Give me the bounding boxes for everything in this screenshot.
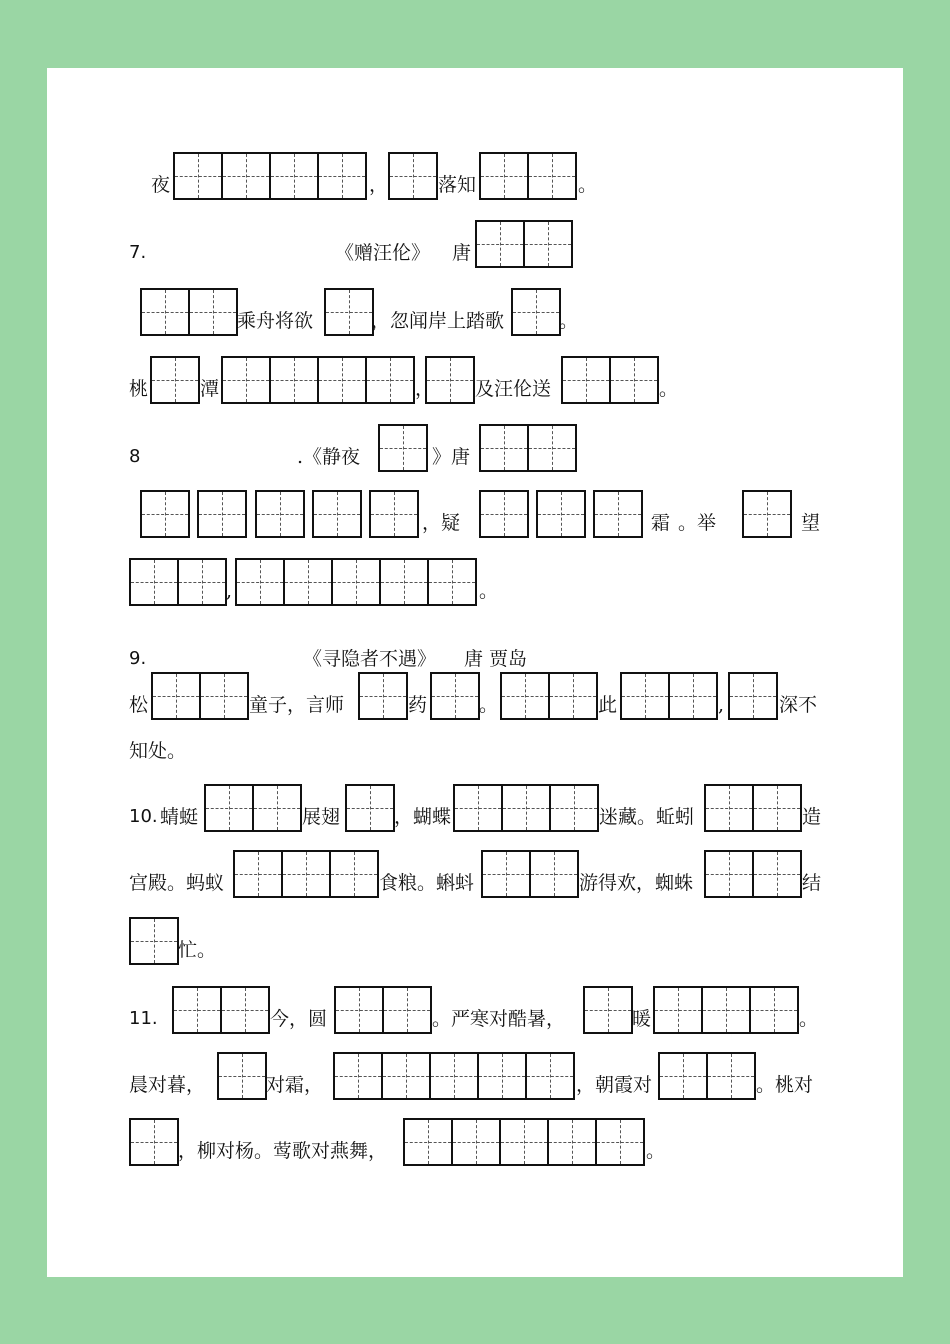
- writing-cell[interactable]: [479, 152, 529, 200]
- writing-cell[interactable]: [704, 784, 754, 832]
- answer-grid[interactable]: [704, 784, 802, 830]
- writing-cell[interactable]: [547, 1118, 597, 1166]
- text: ，朝霞对: [576, 1074, 653, 1096]
- answer-grid[interactable]: [475, 220, 573, 266]
- answer-grid[interactable]: [129, 1118, 179, 1164]
- text: ，疑: [422, 512, 461, 534]
- answer-grid[interactable]: [500, 672, 598, 718]
- writing-cell[interactable]: [317, 356, 367, 404]
- answer-grid[interactable]: [217, 1052, 267, 1098]
- writing-cell[interactable]: [221, 152, 271, 200]
- text: ，: [415, 378, 435, 400]
- text: 药: [408, 694, 428, 716]
- text: 迷藏。蚯蚓: [599, 806, 695, 828]
- answer-grid[interactable]: [479, 152, 577, 198]
- writing-cell[interactable]: [429, 1052, 479, 1100]
- writing-cell[interactable]: [500, 672, 550, 720]
- writing-cell[interactable]: [620, 672, 670, 720]
- writing-cell[interactable]: [220, 986, 270, 1034]
- writing-cell[interactable]: [609, 356, 659, 404]
- writing-cell[interactable]: [475, 220, 525, 268]
- text: 展翅: [302, 806, 341, 828]
- writing-cell[interactable]: [221, 356, 271, 404]
- writing-cell[interactable]: [706, 1052, 756, 1100]
- writing-cell[interactable]: [704, 850, 754, 898]
- answer-grid[interactable]: [197, 490, 247, 536]
- text: ，忽闻岸上踏歌: [371, 310, 505, 332]
- writing-cell[interactable]: [369, 490, 419, 538]
- text: 对霜，: [266, 1074, 324, 1096]
- answer-grid[interactable]: [479, 424, 577, 470]
- answer-grid[interactable]: [728, 672, 778, 718]
- text: ，蝴蝶: [394, 806, 452, 828]
- writing-cell[interactable]: [379, 558, 429, 606]
- writing-cell[interactable]: [151, 672, 201, 720]
- writing-cell[interactable]: [527, 424, 577, 472]
- text: 。举: [678, 512, 717, 534]
- answer-grid[interactable]: [425, 356, 475, 402]
- writing-cell[interactable]: [129, 558, 179, 606]
- text: 今，圆: [270, 1008, 328, 1030]
- answer-grid[interactable]: [430, 672, 480, 718]
- text: 及汪伦送: [475, 378, 552, 400]
- question-number: 10.: [129, 806, 158, 827]
- writing-cell[interactable]: [479, 424, 529, 472]
- writing-cell[interactable]: [388, 152, 438, 200]
- answer-grid[interactable]: [388, 152, 438, 198]
- writing-cell[interactable]: [329, 850, 379, 898]
- writing-cell[interactable]: [317, 152, 367, 200]
- text: 桃: [129, 378, 149, 400]
- question-header: [47, 622, 903, 672]
- answer-grid[interactable]: [620, 672, 718, 718]
- text: 暖: [632, 1008, 652, 1030]
- text: 霜: [651, 512, 671, 534]
- answer-grid[interactable]: [333, 1052, 575, 1098]
- answer-grid[interactable]: [653, 986, 799, 1032]
- writing-cell[interactable]: [453, 784, 503, 832]
- answer-grid[interactable]: [312, 490, 362, 536]
- writing-cell[interactable]: [204, 784, 254, 832]
- text: 夜: [151, 174, 171, 196]
- writing-cell[interactable]: [312, 490, 362, 538]
- writing-cell[interactable]: [358, 672, 408, 720]
- answer-grid[interactable]: [378, 424, 428, 470]
- writing-cell[interactable]: [525, 1052, 575, 1100]
- poem-line: [47, 668, 903, 718]
- text: 。严寒对酷暑，: [432, 1008, 566, 1030]
- writing-cell[interactable]: [430, 672, 480, 720]
- writing-cell[interactable]: [269, 152, 319, 200]
- writing-cell[interactable]: [561, 356, 611, 404]
- writing-cell[interactable]: [334, 986, 384, 1034]
- poem-line: [47, 982, 903, 1032]
- writing-cell[interactable]: [333, 1052, 383, 1100]
- answer-grid[interactable]: [173, 152, 367, 198]
- text: 忙。: [178, 939, 217, 961]
- answer-grid[interactable]: [481, 850, 579, 896]
- writing-cell[interactable]: [499, 1118, 549, 1166]
- writing-cell[interactable]: [129, 917, 179, 965]
- answer-grid[interactable]: [324, 288, 374, 334]
- poem-line: [47, 554, 903, 604]
- writing-cell[interactable]: [197, 490, 247, 538]
- writing-cell[interactable]: [479, 490, 529, 538]
- writing-cell[interactable]: [403, 1118, 453, 1166]
- writing-cell[interactable]: [324, 288, 374, 336]
- answer-grid[interactable]: [129, 917, 179, 963]
- writing-cell[interactable]: [172, 986, 222, 1034]
- writing-cell[interactable]: [345, 784, 395, 832]
- text: 。: [659, 378, 679, 400]
- poem-title: 》唐: [432, 446, 471, 468]
- question-number: 8: [129, 446, 141, 467]
- answer-grid[interactable]: [235, 558, 477, 604]
- writing-cell[interactable]: [511, 288, 561, 336]
- poem-line: [47, 148, 903, 198]
- writing-cell[interactable]: [749, 986, 799, 1034]
- text: 深不: [779, 694, 818, 716]
- poem-line: [47, 486, 903, 536]
- text: 落知: [438, 174, 477, 196]
- writing-cell[interactable]: [269, 356, 319, 404]
- poem-line: [47, 780, 903, 830]
- question-number: 11.: [129, 1008, 158, 1029]
- text: 晨对暮，: [129, 1074, 206, 1096]
- writing-cell[interactable]: [653, 986, 703, 1034]
- writing-cell[interactable]: [378, 424, 428, 472]
- writing-cell[interactable]: [252, 784, 302, 832]
- answer-grid[interactable]: [345, 784, 395, 830]
- worksheet-page: [47, 68, 903, 1277]
- writing-cell[interactable]: [233, 850, 283, 898]
- writing-cell[interactable]: [549, 784, 599, 832]
- writing-cell[interactable]: [752, 784, 802, 832]
- writing-cell[interactable]: [481, 850, 531, 898]
- writing-cell[interactable]: [477, 1052, 527, 1100]
- answer-grid[interactable]: [369, 490, 419, 536]
- text: 松: [129, 694, 149, 716]
- text: 食粮。蝌蚪: [379, 872, 475, 894]
- answer-grid[interactable]: [129, 558, 227, 604]
- question-header: [47, 420, 903, 470]
- poem-line: [47, 1048, 903, 1098]
- answer-grid[interactable]: [583, 986, 633, 1032]
- writing-cell[interactable]: [217, 1052, 267, 1100]
- writing-cell[interactable]: [365, 356, 415, 404]
- text: 此: [598, 694, 618, 716]
- answer-grid[interactable]: [204, 784, 302, 830]
- writing-cell[interactable]: [728, 672, 778, 720]
- writing-cell[interactable]: [382, 986, 432, 1034]
- writing-cell[interactable]: [501, 784, 551, 832]
- answer-grid[interactable]: [704, 850, 802, 896]
- poem-line: [47, 352, 903, 402]
- answer-grid[interactable]: [140, 490, 190, 536]
- text: 。: [578, 174, 598, 196]
- writing-cell[interactable]: [742, 490, 792, 538]
- question-number: 9.: [129, 648, 147, 669]
- poem-line: [47, 284, 903, 334]
- text: 。桃对: [756, 1074, 814, 1096]
- answer-grid[interactable]: [453, 784, 599, 830]
- text: ，: [369, 174, 389, 196]
- answer-grid[interactable]: [140, 288, 238, 334]
- writing-cell[interactable]: [150, 356, 200, 404]
- answer-grid[interactable]: [334, 986, 432, 1032]
- poem-title: 《寻隐者不遇》: [303, 648, 437, 670]
- writing-cell[interactable]: [283, 558, 333, 606]
- text: 知处。: [129, 740, 187, 762]
- answer-grid[interactable]: [255, 490, 305, 536]
- writing-cell[interactable]: [668, 672, 718, 720]
- poem-title: 《赠汪伦》: [335, 242, 431, 264]
- answer-grid[interactable]: [221, 356, 415, 402]
- writing-cell[interactable]: [425, 356, 475, 404]
- text: 造: [802, 806, 822, 828]
- answer-grid[interactable]: [511, 288, 561, 334]
- answer-grid[interactable]: [151, 672, 249, 718]
- writing-cell[interactable]: [427, 558, 477, 606]
- writing-cell[interactable]: [199, 672, 249, 720]
- text: 童子，言师: [249, 694, 345, 716]
- writing-cell[interactable]: [593, 490, 643, 538]
- writing-cell[interactable]: [281, 850, 331, 898]
- poem-author: 唐: [452, 242, 472, 264]
- poem-line: [47, 1114, 903, 1164]
- text: ，柳对杨。莺歌对燕舞，: [178, 1140, 388, 1162]
- poem-line: [47, 714, 903, 764]
- answer-grid[interactable]: [172, 986, 270, 1032]
- text: ,: [226, 580, 233, 602]
- writing-cell[interactable]: [235, 558, 285, 606]
- writing-cell[interactable]: [658, 1052, 708, 1100]
- answer-grid[interactable]: [358, 672, 408, 718]
- writing-cell[interactable]: [523, 220, 573, 268]
- question-header: [47, 216, 903, 266]
- writing-cell[interactable]: [595, 1118, 645, 1166]
- writing-cell[interactable]: [701, 986, 751, 1034]
- text: 游得欢，蜘蛛: [579, 872, 694, 894]
- writing-cell[interactable]: [255, 490, 305, 538]
- text: 。: [646, 1140, 666, 1162]
- text: 。: [799, 1008, 819, 1030]
- writing-cell[interactable]: [527, 152, 577, 200]
- writing-cell[interactable]: [381, 1052, 431, 1100]
- writing-cell[interactable]: [177, 558, 227, 606]
- answer-grid[interactable]: [742, 490, 792, 536]
- writing-cell[interactable]: [188, 288, 238, 336]
- writing-cell[interactable]: [536, 490, 586, 538]
- text: 结: [802, 872, 822, 894]
- text: 。: [479, 694, 499, 716]
- writing-cell[interactable]: [583, 986, 633, 1034]
- answer-grid[interactable]: [233, 850, 379, 896]
- text: 。: [559, 310, 579, 332]
- text: 潭: [200, 378, 220, 400]
- answer-grid[interactable]: [593, 490, 643, 536]
- answer-grid[interactable]: [536, 490, 586, 536]
- poem-author: 唐 贾岛: [464, 648, 528, 670]
- answer-grid[interactable]: [561, 356, 659, 402]
- writing-cell[interactable]: [331, 558, 381, 606]
- text: ,: [718, 694, 725, 716]
- writing-cell[interactable]: [548, 672, 598, 720]
- answer-grid[interactable]: [150, 356, 200, 402]
- answer-grid[interactable]: [658, 1052, 756, 1098]
- writing-cell[interactable]: [451, 1118, 501, 1166]
- writing-cell[interactable]: [140, 288, 190, 336]
- text: 宫殿。蚂蚁: [129, 872, 225, 894]
- poem-title: .《静夜: [297, 446, 361, 468]
- writing-cell[interactable]: [140, 490, 190, 538]
- poem-line: [47, 846, 903, 896]
- text: 乘舟将欲: [237, 310, 314, 332]
- text: 望: [801, 512, 821, 534]
- writing-cell[interactable]: [752, 850, 802, 898]
- answer-grid[interactable]: [479, 490, 529, 536]
- writing-cell[interactable]: [529, 850, 579, 898]
- writing-cell[interactable]: [173, 152, 223, 200]
- writing-cell[interactable]: [129, 1118, 179, 1166]
- answer-grid[interactable]: [403, 1118, 645, 1164]
- text: 蜻蜓: [160, 806, 199, 828]
- poem-line: [47, 913, 903, 963]
- text: 。: [479, 580, 499, 602]
- question-number: 7.: [129, 242, 147, 263]
